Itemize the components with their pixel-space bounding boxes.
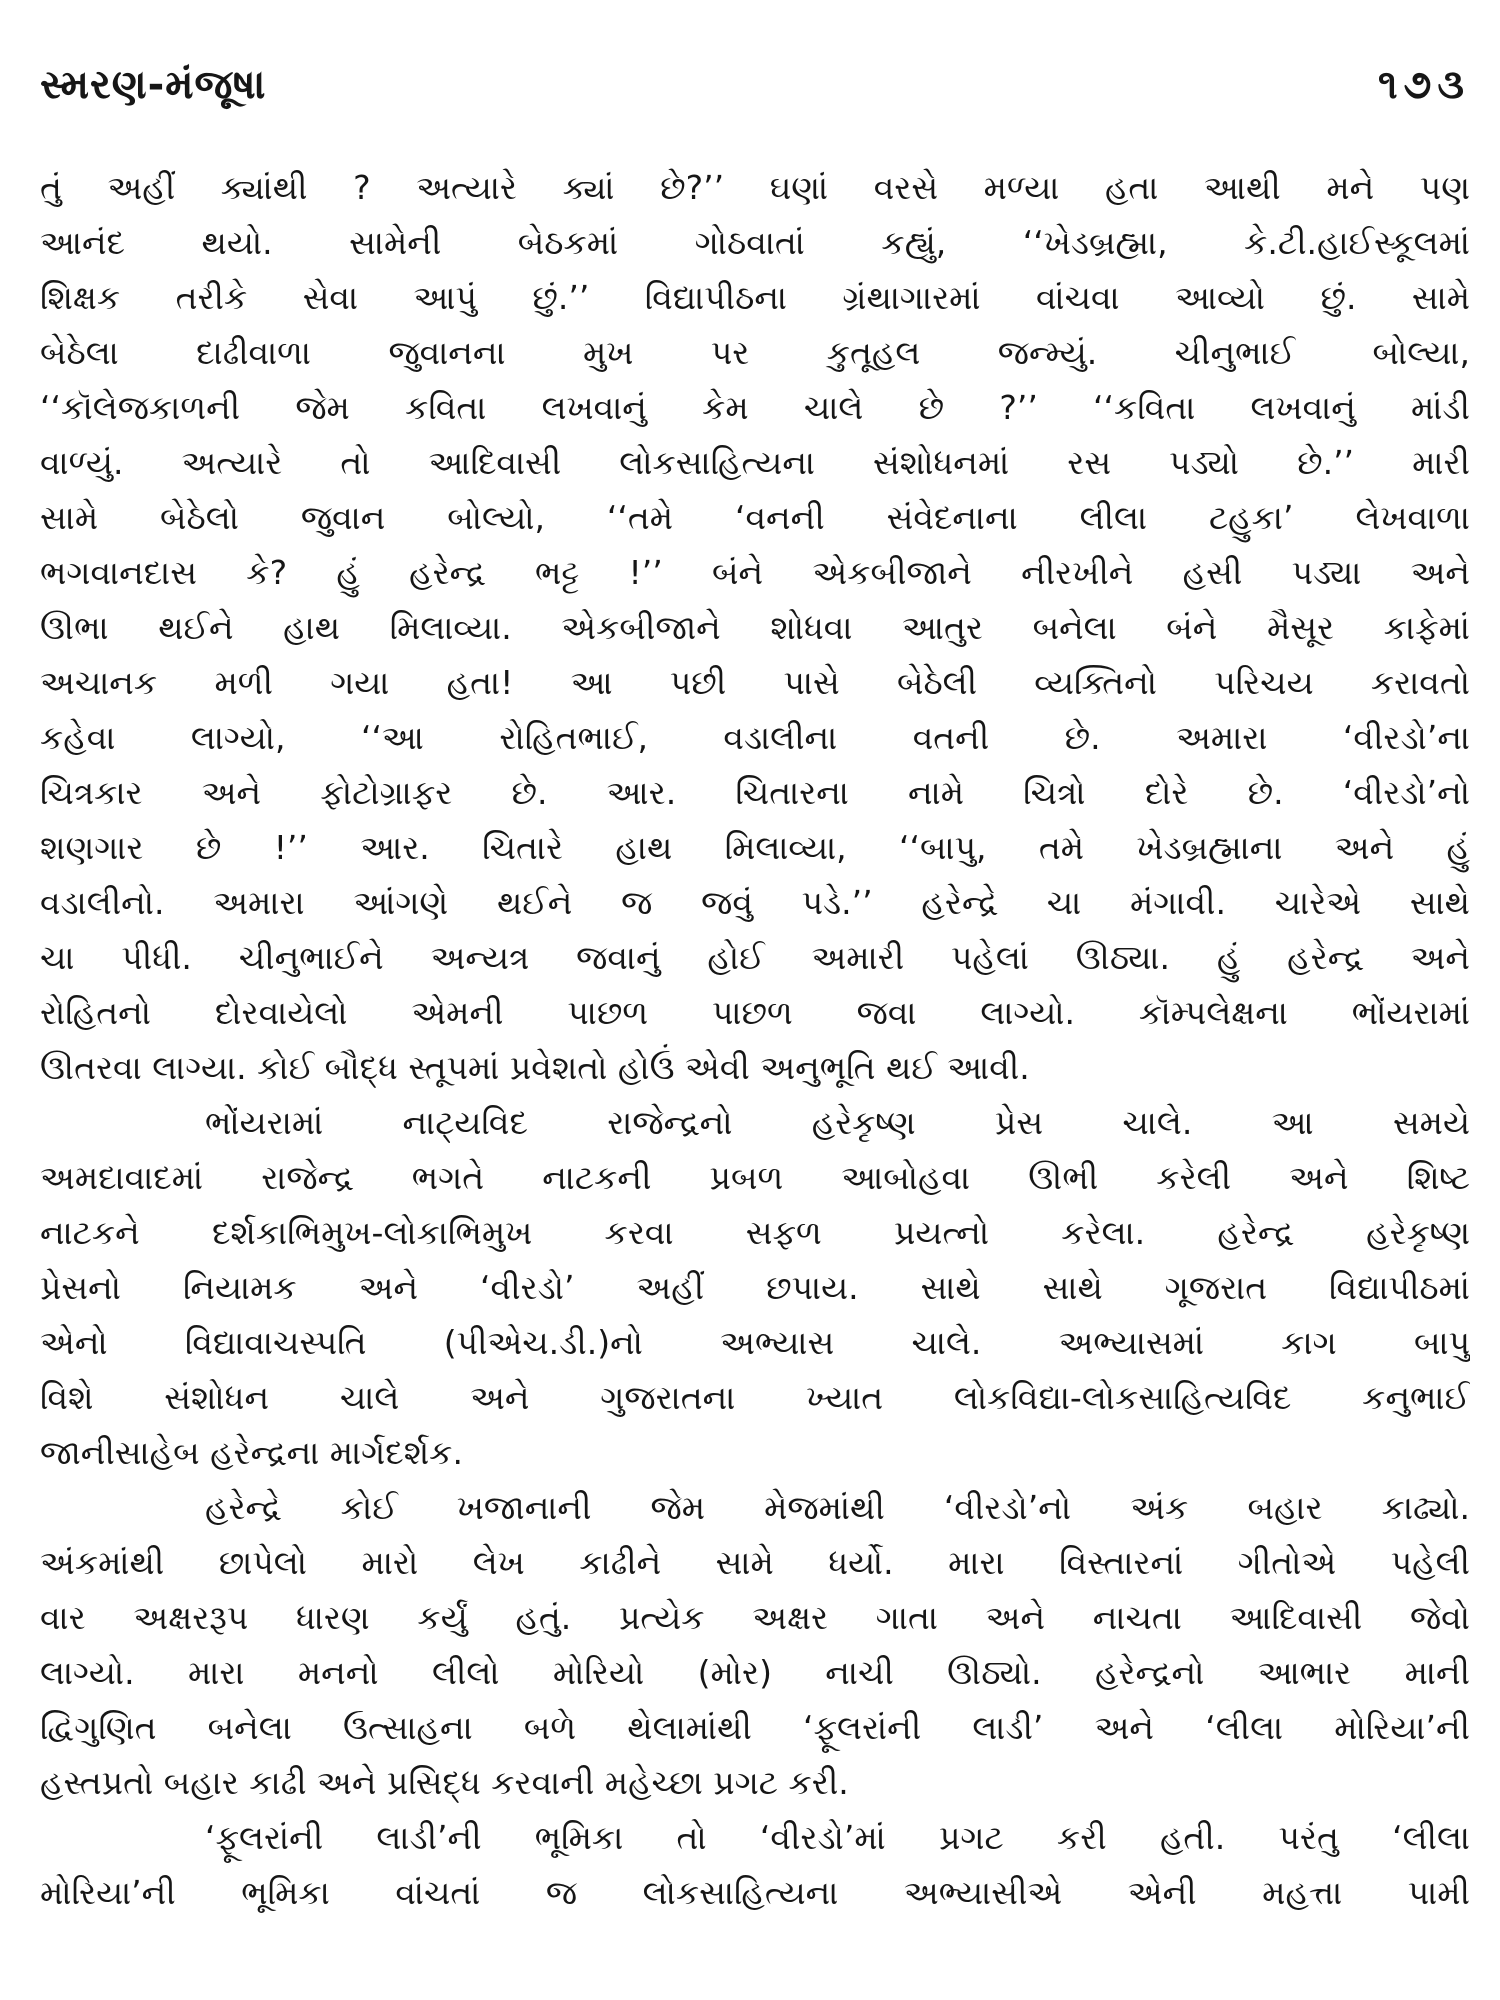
text-line: નાટકને દર્શકાભિમુખ-લોકાભિમુખ કરવા સફળ પ્રયત્નો કરેલા. હરેન્દ્ર હરેકૃષ્ણ: [40, 1213, 1470, 1252]
text-line: જાનીસાહેબ હરેન્દ્રના માર્ગદર્શક.: [40, 1433, 463, 1472]
text-line: વાર અક્ષરરૂપ ધારણ કર્યું હતું. પ્રત્યેક અક્ષર ગાતા અને નાચતા આદિવાસી જેવો: [40, 1598, 1470, 1637]
text-line: અમદાવાદમાં રાજેન્દ્ર ભગતે નાટકની પ્રબળ આબોહવા ઊભી કરેલી અને શિષ્ટ: [40, 1158, 1470, 1197]
text-line: શિક્ષક તરીકે સેવા આપું છું.’’ વિદ્યાપીઠના ગ્રંથાગારમાં વાંચવા આવ્યો છું. સામે: [40, 278, 1470, 317]
text-line: દ્વિગુણિત બનેલા ઉત્સાહના બળે થેલામાંથી ‘ફૂલરાંની લાડી’ અને ‘લીલા મોરિયા’ની: [40, 1708, 1470, 1747]
text-line: અંકમાંથી છાપેલો મારો લેખ કાઢીને સામે ધર્યો. મારા વિસ્તારનાં ગીતોએ પહેલી: [40, 1543, 1470, 1582]
page-number: ૧૭૩: [1377, 62, 1470, 108]
text-line: લાગ્યો. મારા મનનો લીલો મોરિયો (મોર) નાચી ઊઠ્યો. હરેન્દ્રનો આભાર માની: [40, 1653, 1470, 1692]
text-line: ઊભા થઈને હાથ મિલાવ્યા. એકબીજાને શોધવા આતુર બનેલા બંને મૈસૂર કાફેમાં: [40, 608, 1470, 647]
page-header: [40, 62, 1470, 122]
paragraph-first-line: ‘ફૂલરાંની લાડી’ની ભૂમિકા તો ‘વીરડો’માં પ્રગટ કરી હતી. પરંતુ ‘લીલા: [205, 1818, 1470, 1857]
text-line: ઊતરવા લાગ્યા. કોઈ બૌદ્ધ સ્તૂપમાં પ્રવેશતો હોઉં એવી અનુભૂતિ થઈ આવી.: [40, 1048, 1030, 1087]
text-line: તું અહીં ક્યાંથી ? અત્યારે ક્યાં છે?’’ ઘણાં વરસે મળ્યા હતા આથી મને પણ: [40, 168, 1470, 207]
text-line: સામે બેઠેલો જુવાન બોલ્યો, ‘‘તમે ‘વનની સંવેદનાના લીલા ટહુકા’ લેખવાળા: [40, 498, 1470, 537]
text-line: વાળ્યું. અત્યારે તો આદિવાસી લોકસાહિત્યના સંશોધનમાં રસ પડ્યો છે.’’ મારી: [40, 443, 1470, 482]
paragraph-first-line: હરેન્દ્રે કોઈ ખજાનાની જેમ મેજમાંથી ‘વીરડો’નો અંક બહાર કાઢ્યો.: [205, 1488, 1470, 1527]
text-line: શણગાર છે !’’ આર. ચિતારે હાથ મિલાવ્યા, ‘‘બાપુ, તમે ખેડબ્રહ્માના અને હું: [40, 828, 1470, 867]
paragraph-first-line: ભોંયરામાં નાટ્યવિદ રાજેન્દ્રનો હરેકૃષ્ણ પ્રેસ ચાલે. આ સમયે: [205, 1103, 1470, 1142]
body-text: [40, 160, 1470, 1920]
text-line: ચા પીધી. ચીનુભાઈને અન્યત્ર જવાનું હોઈ અમારી પહેલાં ઊઠ્યા. હું હરેન્દ્ર અને: [40, 938, 1470, 977]
text-line: રોહિતનો દોરવાયેલો એમની પાછળ પાછળ જવા લાગ્યો. કૉમ્પલેક્ષના ભોંયરામાં: [40, 993, 1470, 1032]
text-line: મોરિયા’ની ભૂમિકા વાંચતાં જ લોકસાહિત્યના અભ્યાસીએ એની મહત્તા પામી: [40, 1873, 1470, 1912]
text-line: વડાલીનો. અમારા આંગણે થઈને જ જવું પડે.’’ હરેન્દ્રે ચા મંગાવી. ચારેએ સાથે: [40, 883, 1470, 922]
text-line: એનો વિદ્યાવાચસ્પતિ (પીએચ.ડી.)નો અભ્યાસ ચાલે. અભ્યાસમાં કાગ બાપુ: [40, 1323, 1470, 1362]
text-line: કહેવા લાગ્યો, ‘‘આ રોહિતભાઈ, વડાલીના વતની છે. અમારા ‘વીરડો’ના: [40, 718, 1470, 757]
text-line: ‘‘કૉલેજકાળની જેમ કવિતા લખવાનું કેમ ચાલે છે ?’’ ‘‘કવિતા લખવાનું માંડી: [40, 388, 1470, 427]
text-line: ચિત્રકાર અને ફોટોગ્રાફર છે. આર. ચિતારના નામે ચિત્રો દોરે છે. ‘વીરડો’નો: [40, 773, 1470, 812]
text-line: પ્રેસનો નિયામક અને ‘વીરડો’ અહીં છપાય. સાથે સાથે ગૂજરાત વિદ્યાપીઠમાં: [40, 1268, 1470, 1307]
text-line: ભગવાનદાસ કે? હું હરેન્દ્ર ભટ્ટ !’’ બંને એકબીજાને નીરખીને હસી પડ્યા અને: [40, 553, 1470, 592]
text-line: આનંદ થયો. સામેની બેઠકમાં ગોઠવાતાં કહ્યું, ‘‘ખેડબ્રહ્મા, કે.ટી.હાઈસ્કૂલમાં: [40, 223, 1470, 262]
text-line: બેઠેલા દાઢીવાળા જુવાનના મુખ પર કુતૂહલ જન્મ્યું. ચીનુભાઈ બોલ્યા,: [40, 333, 1470, 372]
text-line: વિશે સંશોધન ચાલે અને ગુજરાતના ખ્યાત લોકવિદ્યા-લોકસાહિત્યવિદ કનુભાઈ: [40, 1378, 1470, 1417]
running-title: સ્મરણ-મંજૂષા: [40, 62, 267, 108]
text-line: અચાનક મળી ગયા હતા! આ પછી પાસે બેઠેલી વ્યક્તિનો પરિચય કરાવતો: [40, 663, 1470, 702]
text-line: હસ્તપ્રતો બહાર કાઢી અને પ્રસિદ્ધ કરવાની મહેચ્છા પ્રગટ કરી.: [40, 1763, 849, 1802]
